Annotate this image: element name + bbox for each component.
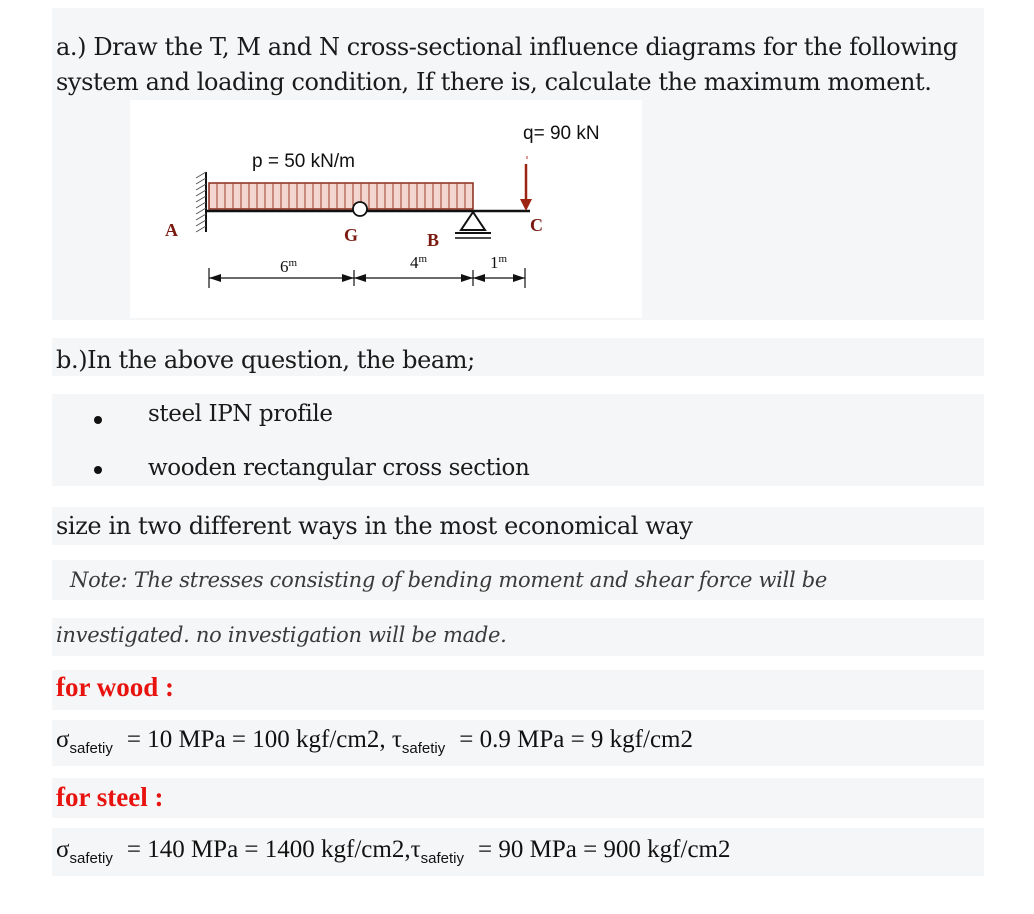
wood-sigma-subscript: safetiy	[69, 740, 113, 757]
point-load-arrow	[520, 156, 532, 211]
bullet-dot-2	[94, 466, 102, 474]
band-wood-heading	[52, 670, 984, 710]
dimension-4m: 4$^m$	[410, 253, 428, 272]
steel-tau-subscript: safetiy	[420, 850, 464, 867]
distributed-load	[209, 183, 473, 209]
wood-heading: for wood :	[56, 672, 174, 702]
band-steel-heading	[52, 778, 984, 818]
beam-figure	[130, 100, 642, 318]
wood-tau-subscript: safetiy	[401, 740, 446, 757]
dimension-line	[209, 268, 525, 288]
label-q: q= 90 kN	[523, 123, 600, 144]
wood-sigma-value: = 10 MPa = 100 kgf/cm2,	[126, 726, 392, 753]
question-a-line-1: a.) Draw the T, M and N cross-sectional influence diagrams for the following	[56, 33, 958, 61]
label-p: p = 50 kN/m	[252, 151, 355, 172]
steel-tau-symbol: τ	[410, 836, 421, 863]
wood-formula	[56, 726, 693, 757]
steel-tau-value: = 90 MPa = 900 kgf/cm2	[478, 836, 731, 863]
hinge-g	[353, 202, 367, 216]
question-b-intro: b.)In the above question, the beam;	[56, 346, 475, 374]
note-line-1: Note: The stresses consisting of bending moment and shear force will be	[70, 568, 828, 592]
steel-sigma-value: = 140 MPa = 1400 kgf/cm2,	[126, 836, 411, 863]
label-node-b: B	[427, 230, 440, 250]
fixed-support-a	[196, 172, 206, 232]
steel-formula	[56, 836, 731, 867]
dimension-6m: 6$^m$	[280, 257, 298, 276]
label-node-c: C	[530, 215, 543, 235]
beam-diagram	[130, 100, 642, 318]
roller-support-b	[455, 212, 491, 238]
label-node-g: G	[344, 225, 359, 245]
label-node-a: A	[165, 220, 178, 240]
steel-sigma-symbol: σ	[56, 836, 70, 863]
steel-heading: for steel :	[56, 782, 164, 812]
bullet-steel-ipn: steel IPN profile	[148, 401, 333, 427]
dimension-1m: 1$^m$	[490, 253, 508, 272]
steel-sigma-subscript: safetiy	[69, 850, 113, 867]
question-a-line-2: system and loading condition, If there is, calculate the maximum moment.	[56, 68, 932, 96]
note-line-2: investigated. no investigation will be made.	[56, 623, 507, 647]
wood-tau-value: = 0.9 MPa = 9 kgf/cm2	[459, 726, 693, 753]
wood-tau-symbol: τ	[391, 726, 402, 753]
wood-sigma-symbol: σ	[56, 726, 70, 753]
bullet-wooden-section: wooden rectangular cross section	[148, 455, 530, 481]
bullet-dot-1	[94, 416, 102, 424]
size-line: size in two different ways in the most economical way	[56, 512, 693, 540]
